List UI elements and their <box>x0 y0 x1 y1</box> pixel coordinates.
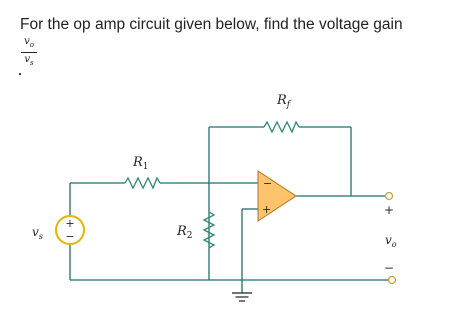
output-minus-sign: − <box>383 261 395 275</box>
r1-resistor <box>125 178 160 188</box>
source-plus-sign: + <box>65 217 75 230</box>
ground-symbol <box>232 293 252 301</box>
output-terminal-top <box>386 193 393 200</box>
r2-label: $R_2$ <box>177 224 193 241</box>
r1-label: $R_1$ <box>133 155 149 172</box>
opamp-noninverting-sign: + <box>262 203 272 216</box>
source-minus-sign: − <box>65 230 75 243</box>
gain-numerator: $v_o$ <box>24 36 34 49</box>
wires <box>70 127 389 293</box>
gain-denominator: $v_s$ <box>24 54 34 67</box>
opamp-inverting-sign: − <box>263 177 273 190</box>
vo-label: $v_o$ <box>385 233 397 249</box>
rf-label: $R_f$ <box>277 93 291 110</box>
question-text: For the op amp circuit given below, find the voltage gain <box>20 16 403 33</box>
output-terminal-bottom <box>389 277 396 284</box>
output-plus-sign: + <box>383 203 395 217</box>
vs-label: $v_s$ <box>32 225 43 241</box>
rf-resistor <box>264 122 299 132</box>
